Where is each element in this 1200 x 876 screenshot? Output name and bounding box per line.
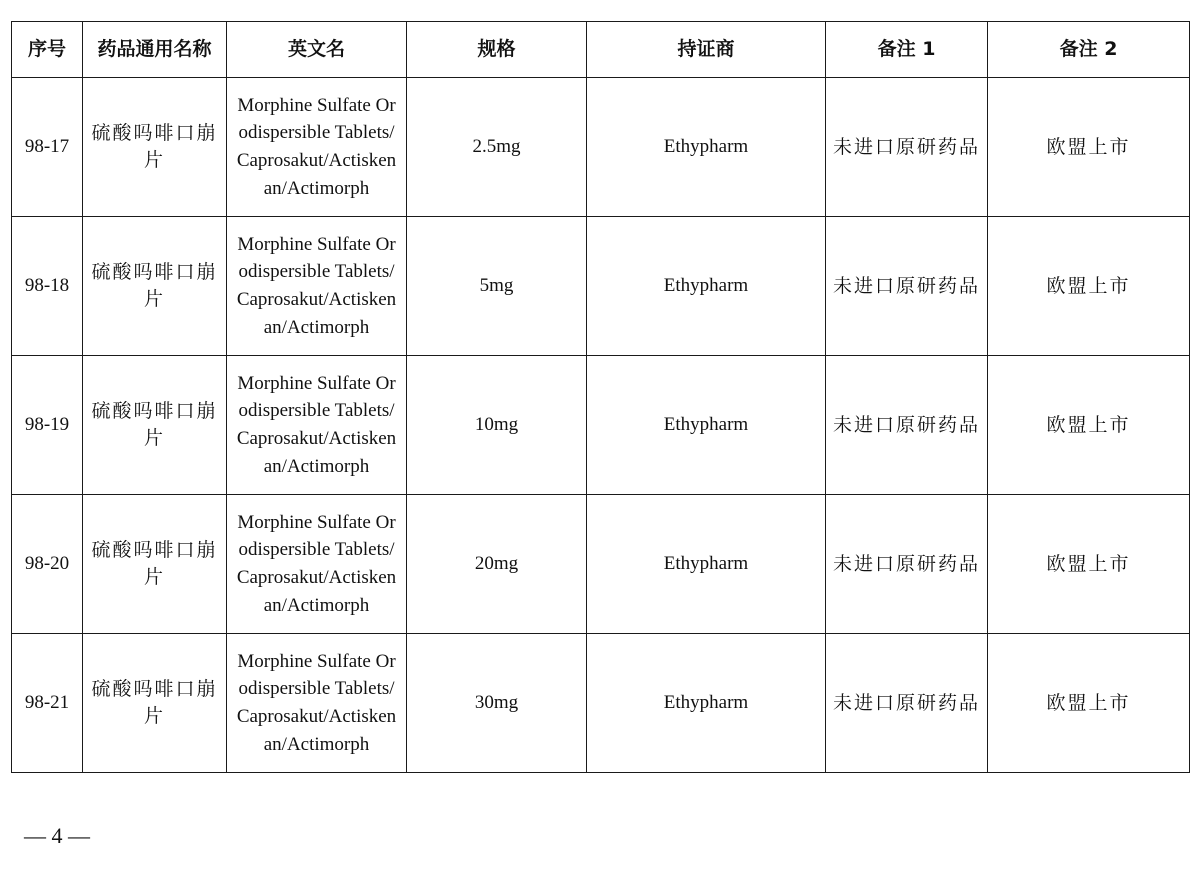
table-row (12, 356, 1190, 495)
cell-license-holder: Ethypharm (587, 356, 826, 495)
cell-license-holder: Ethypharm (587, 495, 826, 634)
cell-license-holder: Ethypharm (587, 78, 826, 217)
cell-remark-2: 欧盟上市 (988, 78, 1190, 217)
table-body (12, 78, 1190, 773)
cell-license-holder: Ethypharm (587, 634, 826, 773)
header-serial-number: 序号 (12, 22, 83, 78)
table-header (12, 22, 1190, 78)
cell-remark-1: 未进口原研药品 (826, 495, 988, 634)
cell-english-name: Morphine Sulfate Orodispersible Tablets/Caprosakut/Actiskenan/Actimorph (227, 78, 407, 217)
cell-remark-2: 欧盟上市 (988, 217, 1190, 356)
cell-serial-number: 98-20 (12, 495, 83, 634)
table-row (12, 495, 1190, 634)
drug-list-table (11, 21, 1190, 773)
cell-remark-2: 欧盟上市 (988, 356, 1190, 495)
cell-remark-2: 欧盟上市 (988, 634, 1190, 773)
cell-serial-number: 98-17 (12, 78, 83, 217)
cell-english-name: Morphine Sulfate Orodispersible Tablets/Caprosakut/Actiskenan/Actimorph (227, 356, 407, 495)
table-row (12, 78, 1190, 217)
cell-remark-1: 未进口原研药品 (826, 217, 988, 356)
cell-remark-1: 未进口原研药品 (826, 634, 988, 773)
table-row (12, 217, 1190, 356)
page-number: — 4 — (24, 823, 90, 848)
cell-specification: 30mg (407, 634, 587, 773)
cell-serial-number: 98-21 (12, 634, 83, 773)
header-row (12, 22, 1190, 78)
header-license-holder: 持证商 (587, 22, 826, 78)
cell-english-name: Morphine Sulfate Orodispersible Tablets/Caprosakut/Actiskenan/Actimorph (227, 217, 407, 356)
cell-generic-name: 硫酸吗啡口崩片 (83, 217, 227, 356)
cell-generic-name: 硫酸吗啡口崩片 (83, 495, 227, 634)
cell-english-name: Morphine Sulfate Orodispersible Tablets/Caprosakut/Actiskenan/Actimorph (227, 495, 407, 634)
header-specification: 规格 (407, 22, 587, 78)
cell-english-name: Morphine Sulfate Orodispersible Tablets/Caprosakut/Actiskenan/Actimorph (227, 634, 407, 773)
table-row (12, 634, 1190, 773)
cell-specification: 2.5mg (407, 78, 587, 217)
cell-serial-number: 98-19 (12, 356, 83, 495)
cell-generic-name: 硫酸吗啡口崩片 (83, 356, 227, 495)
cell-generic-name: 硫酸吗啡口崩片 (83, 78, 227, 217)
header-remark-1: 备注 1 (826, 22, 988, 78)
cell-generic-name: 硫酸吗啡口崩片 (83, 634, 227, 773)
cell-specification: 10mg (407, 356, 587, 495)
cell-remark-1: 未进口原研药品 (826, 356, 988, 495)
cell-remark-1: 未进口原研药品 (826, 78, 988, 217)
cell-remark-2: 欧盟上市 (988, 495, 1190, 634)
header-remark-2: 备注 2 (988, 22, 1190, 78)
header-english-name: 英文名 (227, 22, 407, 78)
cell-license-holder: Ethypharm (587, 217, 826, 356)
cell-specification: 5mg (407, 217, 587, 356)
cell-serial-number: 98-18 (12, 217, 83, 356)
cell-specification: 20mg (407, 495, 587, 634)
header-generic-name: 药品通用名称 (83, 22, 227, 78)
